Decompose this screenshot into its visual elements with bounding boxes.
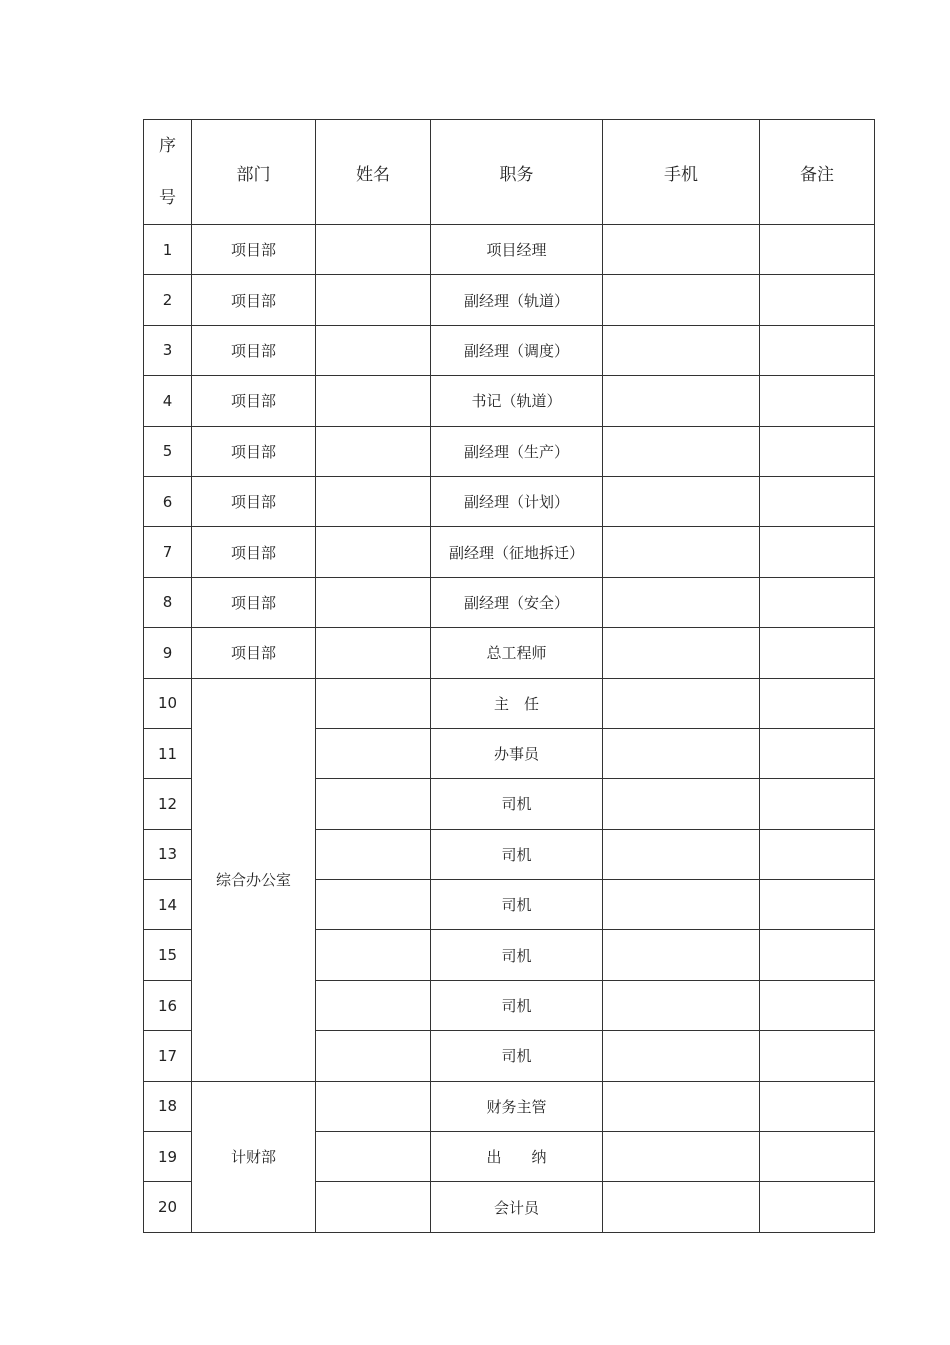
name-cell: [316, 1132, 431, 1182]
position-cell: 副经理（征地拆迁）: [431, 527, 603, 577]
mobile-cell: [603, 1132, 760, 1182]
table-row: [144, 628, 875, 678]
department-cell: 综合办公室: [192, 678, 316, 1081]
header-seq: 序 号: [144, 120, 192, 225]
header-mobile: 手机: [603, 120, 760, 225]
position-cell: 会计员: [431, 1182, 603, 1232]
mobile-cell: [603, 980, 760, 1030]
mobile-cell: [603, 376, 760, 426]
remarks-cell: [760, 527, 875, 577]
table-row: [144, 325, 875, 375]
name-cell: [316, 476, 431, 526]
remarks-cell: [760, 426, 875, 476]
position-cell: 司机: [431, 779, 603, 829]
seq-cell: 4: [144, 376, 192, 426]
mobile-cell: [603, 1031, 760, 1081]
name-cell: [316, 527, 431, 577]
seq-cell: 1: [144, 225, 192, 275]
remarks-cell: [760, 325, 875, 375]
name-cell: [316, 1081, 431, 1131]
table-row: [144, 577, 875, 627]
department-cell: 计财部: [192, 1081, 316, 1232]
position-cell: 司机: [431, 980, 603, 1030]
seq-cell: 7: [144, 527, 192, 577]
mobile-cell: [603, 426, 760, 476]
position-cell: 项目经理: [431, 225, 603, 275]
table-row: [144, 376, 875, 426]
name-cell: [316, 325, 431, 375]
position-cell: 出 纳: [431, 1132, 603, 1182]
mobile-cell: [603, 476, 760, 526]
staff-contact-table: [143, 119, 875, 1233]
remarks-cell: [760, 476, 875, 526]
position-cell: 司机: [431, 1031, 603, 1081]
position-cell: 司机: [431, 880, 603, 930]
position-cell: 书记（轨道）: [431, 376, 603, 426]
remarks-cell: [760, 829, 875, 879]
name-cell: [316, 275, 431, 325]
mobile-cell: [603, 829, 760, 879]
remarks-cell: [760, 628, 875, 678]
position-cell: 副经理（调度）: [431, 325, 603, 375]
table-row: [144, 1081, 875, 1131]
remarks-cell: [760, 880, 875, 930]
seq-cell: 14: [144, 880, 192, 930]
header-row: [144, 120, 875, 225]
position-cell: 主 任: [431, 678, 603, 728]
name-cell: [316, 376, 431, 426]
seq-cell: 16: [144, 980, 192, 1030]
remarks-cell: [760, 779, 875, 829]
remarks-cell: [760, 1081, 875, 1131]
name-cell: [316, 678, 431, 728]
mobile-cell: [603, 880, 760, 930]
mobile-cell: [603, 1182, 760, 1232]
mobile-cell: [603, 527, 760, 577]
table-row: [144, 527, 875, 577]
department-cell: 项目部: [192, 426, 316, 476]
seq-cell: 13: [144, 829, 192, 879]
seq-cell: 3: [144, 325, 192, 375]
position-cell: 司机: [431, 829, 603, 879]
position-cell: 副经理（安全）: [431, 577, 603, 627]
mobile-cell: [603, 779, 760, 829]
department-cell: 项目部: [192, 527, 316, 577]
mobile-cell: [603, 728, 760, 778]
seq-cell: 12: [144, 779, 192, 829]
department-cell: 项目部: [192, 225, 316, 275]
table-row: [144, 275, 875, 325]
mobile-cell: [603, 1081, 760, 1131]
header-position: 职务: [431, 120, 603, 225]
department-cell: 项目部: [192, 275, 316, 325]
remarks-cell: [760, 728, 875, 778]
remarks-cell: [760, 376, 875, 426]
seq-cell: 9: [144, 628, 192, 678]
name-cell: [316, 225, 431, 275]
table-row: [144, 678, 875, 728]
mobile-cell: [603, 678, 760, 728]
mobile-cell: [603, 628, 760, 678]
name-cell: [316, 829, 431, 879]
name-cell: [316, 426, 431, 476]
department-cell: 项目部: [192, 376, 316, 426]
position-cell: 副经理（计划）: [431, 476, 603, 526]
remarks-cell: [760, 275, 875, 325]
position-cell: 办事员: [431, 728, 603, 778]
seq-cell: 15: [144, 930, 192, 980]
name-cell: [316, 1031, 431, 1081]
position-cell: 副经理（生产）: [431, 426, 603, 476]
table-row: [144, 225, 875, 275]
mobile-cell: [603, 325, 760, 375]
header-department: 部门: [192, 120, 316, 225]
department-cell: 项目部: [192, 628, 316, 678]
mobile-cell: [603, 275, 760, 325]
remarks-cell: [760, 577, 875, 627]
name-cell: [316, 980, 431, 1030]
name-cell: [316, 779, 431, 829]
remarks-cell: [760, 678, 875, 728]
remarks-cell: [760, 1132, 875, 1182]
mobile-cell: [603, 225, 760, 275]
seq-cell: 18: [144, 1081, 192, 1131]
mobile-cell: [603, 577, 760, 627]
seq-cell: 8: [144, 577, 192, 627]
seq-cell: 20: [144, 1182, 192, 1232]
seq-cell: 17: [144, 1031, 192, 1081]
mobile-cell: [603, 930, 760, 980]
name-cell: [316, 930, 431, 980]
position-cell: 副经理（轨道）: [431, 275, 603, 325]
seq-cell: 19: [144, 1132, 192, 1182]
position-cell: 总工程师: [431, 628, 603, 678]
name-cell: [316, 577, 431, 627]
department-cell: 项目部: [192, 577, 316, 627]
name-cell: [316, 1182, 431, 1232]
remarks-cell: [760, 930, 875, 980]
department-cell: 项目部: [192, 476, 316, 526]
header-name: 姓名: [316, 120, 431, 225]
remarks-cell: [760, 980, 875, 1030]
name-cell: [316, 628, 431, 678]
name-cell: [316, 880, 431, 930]
seq-cell: 10: [144, 678, 192, 728]
seq-cell: 11: [144, 728, 192, 778]
table-row: [144, 476, 875, 526]
position-cell: 财务主管: [431, 1081, 603, 1131]
remarks-cell: [760, 225, 875, 275]
remarks-cell: [760, 1031, 875, 1081]
department-cell: 项目部: [192, 325, 316, 375]
table-row: [144, 426, 875, 476]
position-cell: 司机: [431, 930, 603, 980]
name-cell: [316, 728, 431, 778]
seq-cell: 2: [144, 275, 192, 325]
remarks-cell: [760, 1182, 875, 1232]
seq-cell: 6: [144, 476, 192, 526]
seq-cell: 5: [144, 426, 192, 476]
header-remarks: 备注: [760, 120, 875, 225]
